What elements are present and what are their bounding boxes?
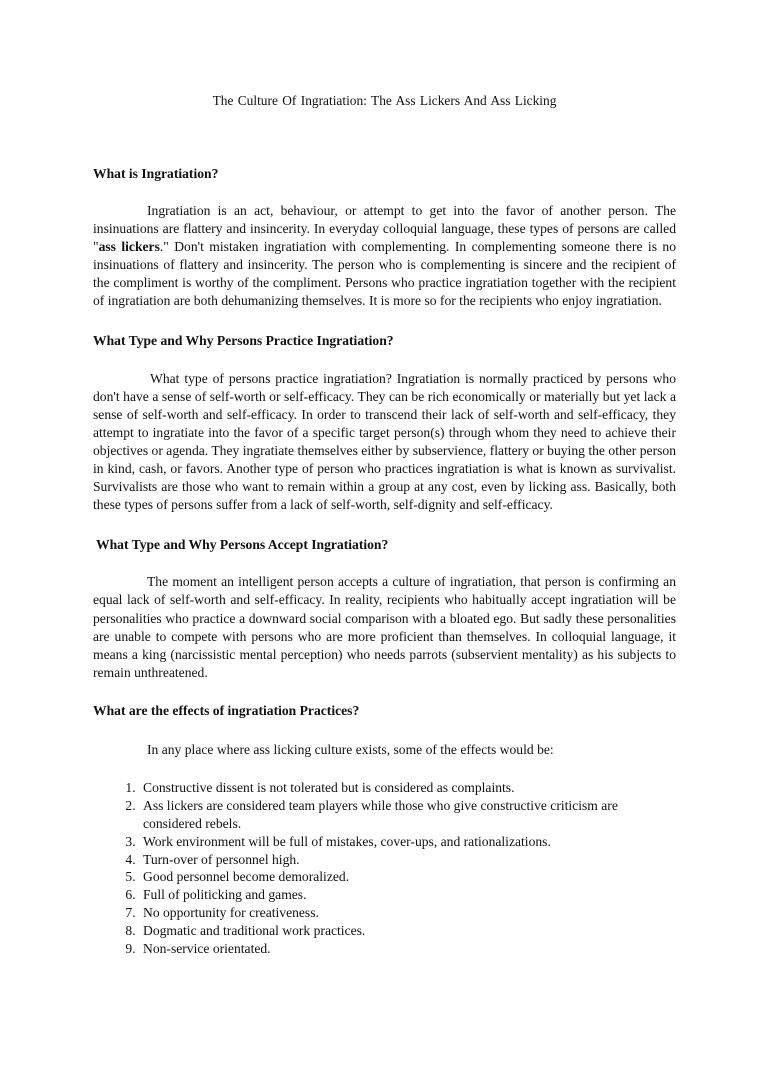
section-heading-what-is-ingratiation: What is Ingratiation? [93, 166, 219, 181]
paragraph-text: Ingratiation is an act, behaviour, or attempt to get into the favor of another person. The insinuations are flattery and insincerity. In everyday colloquial language, these types of persons are called " [93, 203, 676, 255]
effects-intro: In any place where ass licking culture exists, some of the effects would be: [147, 741, 554, 757]
paragraph-text: ." Don't mistaken ingratiation with complementing. In complementing someone there is no insinuations of flattery and insincerity. The person who is complementing is sincere and the recipient of the compliment is worthy of the compliment. Persons who practice ingratiation together with the recipient of ingratiation are both dehumanizing themselves. It is more so for the recipients who enjoy ingratiation. [93, 239, 676, 309]
paragraph-what-is-ingratiation [93, 202, 676, 311]
section-heading-why-persons-practice: What Type and Why Persons Practice Ingratiation? [93, 332, 394, 348]
list-item: 4. Turn-over of personnel high. [139, 851, 676, 869]
list-item: 6. Full of politicking and games. [139, 886, 676, 904]
list-item: 8. Dogmatic and traditional work practices. [139, 922, 676, 940]
list-item: 9. Non-service orientated. [139, 940, 676, 958]
list-item: 2. Ass lickers are considered team players while those who give constructive criticism are considered rebels. [139, 797, 676, 833]
list-item: 1. Constructive dissent is not tolerated but is considered as complaints. [139, 779, 676, 797]
section-heading-why-persons-accept: What Type and Why Persons Accept Ingratiation? [96, 537, 389, 553]
document-title: The Culture Of Ingratiation: The Ass Lickers And Ass Licking [212, 93, 557, 108]
bold-term-ass-lickers: ass lickers [98, 239, 160, 255]
paragraph-why-persons-practice: What type of persons practice ingratiation? Ingratiation is normally practiced by persons who don't have a sense of self-worth or self-efficacy. They can be rich economically or materially but yet lack a sense of self-worth and self-efficacy. In order to transcend their lack of self-worth and self-efficacy, they attempt to ingratiate into the favor of a specific target person(s) through whom they need to achieve their objectives or agenda. They ingratiate themselves either by subservience, flattery or buying the other person in kind, cash, or favors. Another type of person who practices ingratiation is what is known as survivalist. Survivalists are those who want to remain within a group at any cost, even by licking ass. Basically, both these types of persons suffer from a lack of self-worth, self-dignity and self-efficacy. [93, 370, 676, 513]
paragraph-why-persons-accept: The moment an intelligent person accepts a culture of ingratiation, that person is confirming an equal lack of self-worth and self-efficacy. In reality, recipients who habitually accept ingratiation will be personalities who practice a downward social comparison with a bloated ego. But sadly these personalities are unable to compete with persons who are more proficient than themselves. In colloquial language, it means a king (narcissistic mental perception) who needs parrots (subservient mentality) as his subjects to remain unthreatened. [93, 574, 676, 680]
list-item: 3. Work environment will be full of mistakes, cover-ups, and rationalizations. [139, 833, 676, 851]
list-item: 7. No opportunity for creativeness. [139, 904, 676, 922]
effects-list [93, 779, 676, 958]
section-heading-effects: What are the effects of ingratiation Practices? [93, 702, 360, 718]
list-item: 5. Good personnel become demoralized. [139, 868, 676, 886]
